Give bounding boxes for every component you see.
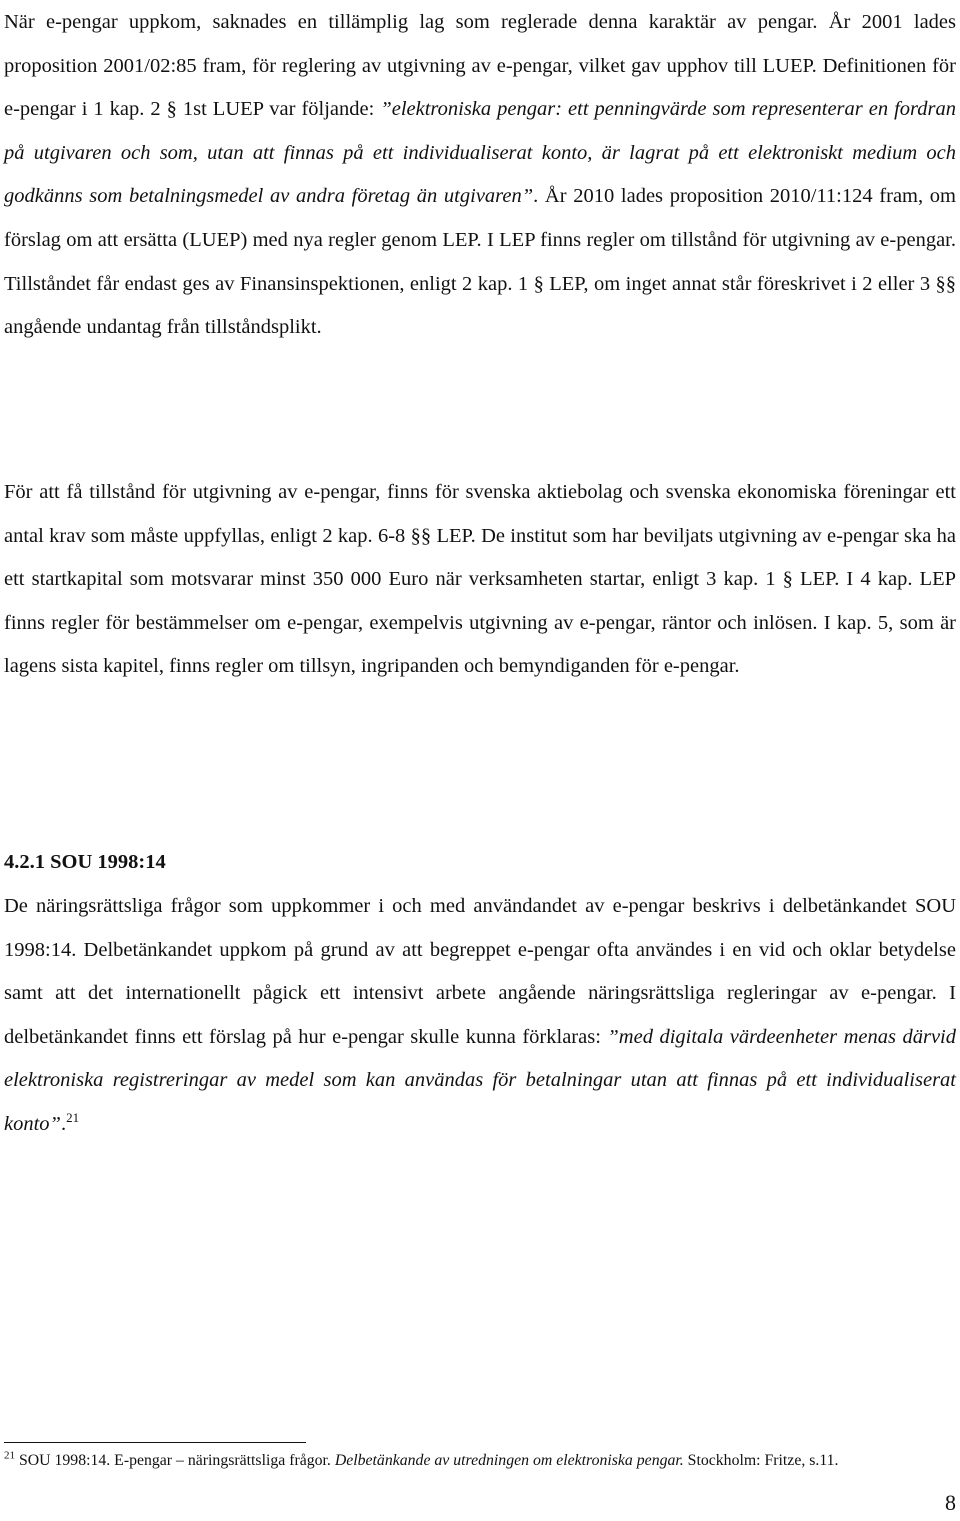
paragraph-luep — [4, 1, 956, 350]
paragraph-luep-text-a: När e-pengar uppkom, saknades en tillämplig lag som reglerade denna karaktär av pengar. År 2001 lades proposition 2001/02:85 fram, för reglering av utgivning av e-pengar, vilket gav upphov till LUEP. Definitionen för e-pengar i 1 kap. 2 § 1st LUEP var följande: — [4, 11, 956, 121]
footnote-reference[interactable]: 21 — [66, 1110, 80, 1126]
footnote-number: 21 — [4, 1449, 15, 1462]
paragraph-luep-text-b: . År 2010 lades proposition 2010/11:124 fram, om förslag om att ersätta (LUEP) med nya regler genom LEP. I LEP finns regler om tillstånd för utgivning av e-pengar. Tillståndet får endast ges av Finansinspektionen, enligt 2 kap. 1 § LEP, om inget annat står föreskrivet i 2 eller 3 §§ angående undantag från tillståndsplikt. — [4, 185, 956, 339]
paragraph-sou — [4, 885, 956, 1147]
footnote-italic-title: Delbetänkande av utredningen om elektroniska pengar. — [334, 1452, 684, 1469]
footnote-divider — [4, 1442, 306, 1443]
section-heading: 4.2.1 SOU 1998:14 — [4, 851, 166, 873]
sou-definition-quote: ”med digitala värdeenheter menas därvid elektroniska registreringar av medel som kan användas för betalningar utan att finnas på ett individualiserat konto” — [4, 1025, 956, 1135]
footnote — [4, 1451, 956, 1471]
paragraph-sou-text-a: De näringsrättsliga frågor som uppkommer i och med användandet av e-pengar beskrivs i delbetänkandet SOU 1998:14. Delbetänkandet uppkom på grund av att begreppet e-pengar ofta användes i en vid och oklar betydelse samt att det internationellt pågick ett intensivt arbete angående näringsrättsliga regleringar av e-pengar. I delbetänkandet finns ett förslag på hur e-pengar skulle kunna förklaras: — [4, 895, 956, 1048]
luep-definition-quote: ”elektroniska pengar: ett penningvärde som representerar en fordran på utgivaren och som, utan att finnas på ett individualiserat konto, är lagrat på ett elektroniskt medium och godkänns som betalningsmedel av andra företag än utgivaren” — [4, 98, 956, 208]
footnote-text-a: SOU 1998:14. E-pengar – näringsrättsliga frågor. — [18, 1452, 335, 1469]
paragraph-lep-requirements: För att få tillstånd för utgivning av e-pengar, finns för svenska aktiebolag och svenska ekonomiska föreningar ett antal krav som måste uppfyllas, enligt 2 kap. 6-8 §§ LEP. De institut som har beviljats utgivning av e-pengar ska ha ett startkapital som motsvarar minst 350 000 Euro när verksamheten startar, enligt 3 kap. 1 § LEP. I 4 kap. LEP finns regler för bestämmelser om e-pengar, exempelvis utgivning av e-pengar, räntor och inlösen. I kap. 5, som är lagens sista kapitel, finns regler om tillsyn, ingripanden och bemyndiganden för e-pengar. — [4, 481, 956, 678]
page-number: 8 — [945, 1490, 956, 1515]
paragraph-sou-text-b: . — [60, 1112, 67, 1135]
footnote-text-b: Stockholm: Fritze, s.11. — [683, 1452, 839, 1469]
